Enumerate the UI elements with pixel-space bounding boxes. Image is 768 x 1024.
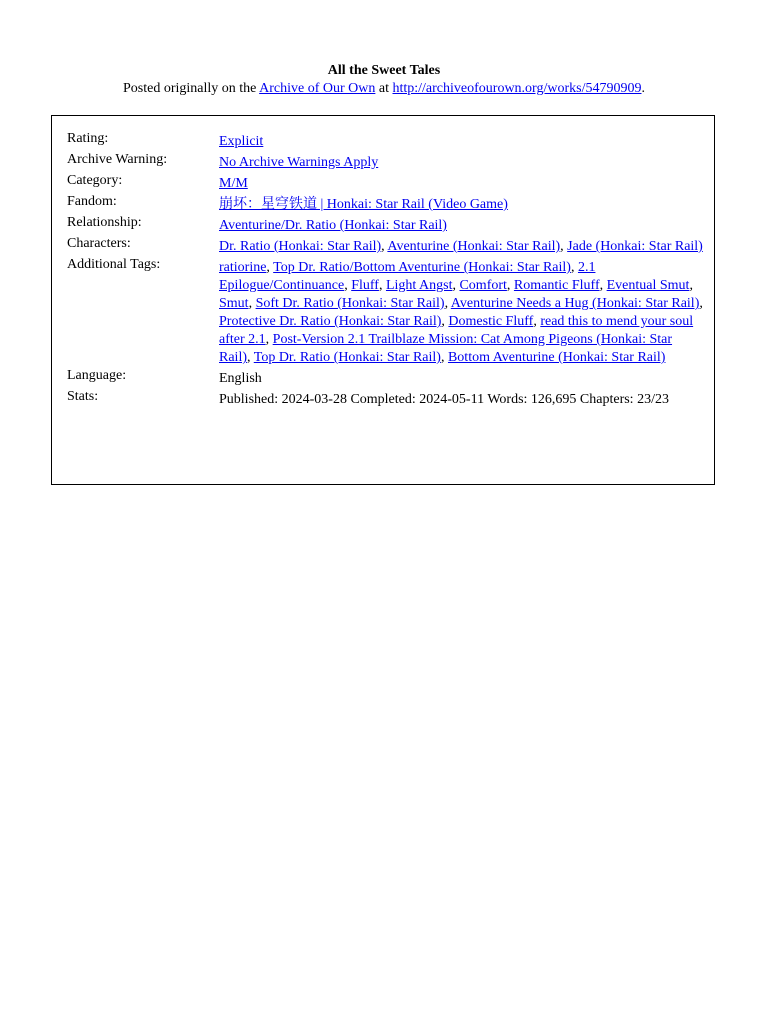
tag-link[interactable]: M/M (219, 176, 248, 191)
relationship-label: Relationship: (67, 215, 142, 230)
meta-row-language (67, 367, 707, 388)
meta-row-warning (67, 151, 707, 172)
posted-mid: at (375, 81, 393, 96)
characters-tags: Dr. Ratio (Honkai: Star Rail), Aventurine (Honkai: Star Rail), Jade (Honkai: Star Rail) (219, 239, 703, 254)
posted-suffix: . (641, 81, 645, 96)
characters-label: Characters: (67, 236, 131, 251)
meta-row-additional-tags (67, 256, 707, 367)
tag-link[interactable]: Eventual Smut (606, 278, 690, 293)
stats-label: Stats: (67, 389, 99, 404)
meta-box (51, 115, 715, 485)
tag-link[interactable]: Bottom Aventurine (Honkai: Star Rail) (447, 350, 666, 365)
tag-link[interactable]: No Archive Warnings Apply (219, 155, 379, 170)
tag-link[interactable]: Romantic Fluff (513, 278, 600, 293)
tag-link[interactable]: read this to mend your soul after 2.1 (219, 314, 694, 347)
tag-link[interactable]: ratiorine (219, 260, 267, 275)
meta-row-fandom (67, 193, 707, 214)
work-url-link[interactable]: http://archiveofourown.org/works/54790909 (392, 81, 642, 96)
rating-label: Rating: (67, 131, 109, 146)
work-title: All the Sweet Tales (327, 63, 441, 78)
tag-link[interactable]: Top Dr. Ratio (Honkai: Star Rail) (253, 350, 441, 365)
tag-link[interactable]: Smut (219, 296, 249, 311)
tag-link[interactable]: Domestic Fluff (448, 314, 534, 329)
category-tags (219, 172, 707, 193)
meta-row-rating (67, 130, 707, 151)
fandom-tags (219, 193, 707, 214)
stats-value: Published: 2024-03-28 Completed: 2024-05-11 Words: 126,695 Chapters: 23/23 (219, 392, 669, 407)
tag-link[interactable]: 崩坏：星穹铁道 | Honkai: Star Rail (Video Game) (219, 197, 508, 212)
meta-row-category (67, 172, 707, 193)
tag-link[interactable]: Top Dr. Ratio/Bottom Aventurine (Honkai: Star Rail) (273, 260, 571, 275)
tag-link[interactable]: Fluff (351, 278, 379, 293)
category-label: Category: (67, 173, 123, 188)
posted-line (0, 80, 768, 98)
tag-link[interactable]: Post-Version 2.1 Trailblaze Mission: Cat Among Pigeons (Honkai: Star Rail) (219, 332, 673, 365)
additional-tags: ratiorine, Top Dr. Ratio/Bottom Aventurine (Honkai: Star Rail), 2.1 Epilogue/Continuance, Fluff, Light Angst, Comfort, Romantic Fluff, Eventual Smut, Smut, Soft Dr. Ratio (Honkai: Star Rail), Aventurine Needs a Hug (Honkai: Star Rail), Protective Dr. Ratio (Honkai: Star Rail), Domestic Fluff, read this to mend your soul after 2.1, Post-Version 2.1 Trailblaze Mission: Cat Among Pigeons (Honkai: Star Rail), Top Dr. Ratio (Honkai: Star Rail), Bottom Aventurine (Honkai: Star Rail) (219, 260, 703, 365)
tag-link[interactable]: Soft Dr. Ratio (Honkai: Star Rail) (255, 296, 445, 311)
tag-link[interactable]: Aventurine/Dr. Ratio (Honkai: Star Rail) (219, 218, 447, 233)
fandom-label: Fandom: (67, 194, 117, 209)
language-label: Language: (67, 368, 127, 383)
rating-tags (219, 130, 707, 151)
meta-row-characters (67, 235, 707, 256)
posted-prefix: Posted originally on the (123, 81, 260, 96)
tag-link[interactable]: Explicit (219, 134, 264, 149)
additional-tags-label: Additional Tags: (67, 257, 161, 272)
tag-link[interactable]: Aventurine (Honkai: Star Rail) (387, 239, 561, 254)
warning-tags (219, 151, 707, 172)
tag-link[interactable]: 2.1 Epilogue/Continuance (219, 260, 596, 293)
tag-link[interactable]: Light Angst (385, 278, 453, 293)
meta-row-stats (67, 388, 707, 409)
language-value: English (219, 371, 262, 386)
meta-table (67, 130, 707, 409)
archive-link[interactable]: Archive of Our Own (259, 81, 376, 96)
warning-label: Archive Warning: (67, 152, 168, 167)
tag-link[interactable]: Dr. Ratio (Honkai: Star Rail) (219, 239, 382, 254)
tag-link[interactable]: Aventurine Needs a Hug (Honkai: Star Rail) (450, 296, 700, 311)
meta-row-relationship (67, 214, 707, 235)
tag-link[interactable]: Comfort (459, 278, 507, 293)
work-header (0, 62, 768, 98)
relationship-tags (219, 214, 707, 235)
tag-link[interactable]: Protective Dr. Ratio (Honkai: Star Rail) (219, 314, 442, 329)
tag-link[interactable]: Jade (Honkai: Star Rail) (567, 239, 703, 254)
